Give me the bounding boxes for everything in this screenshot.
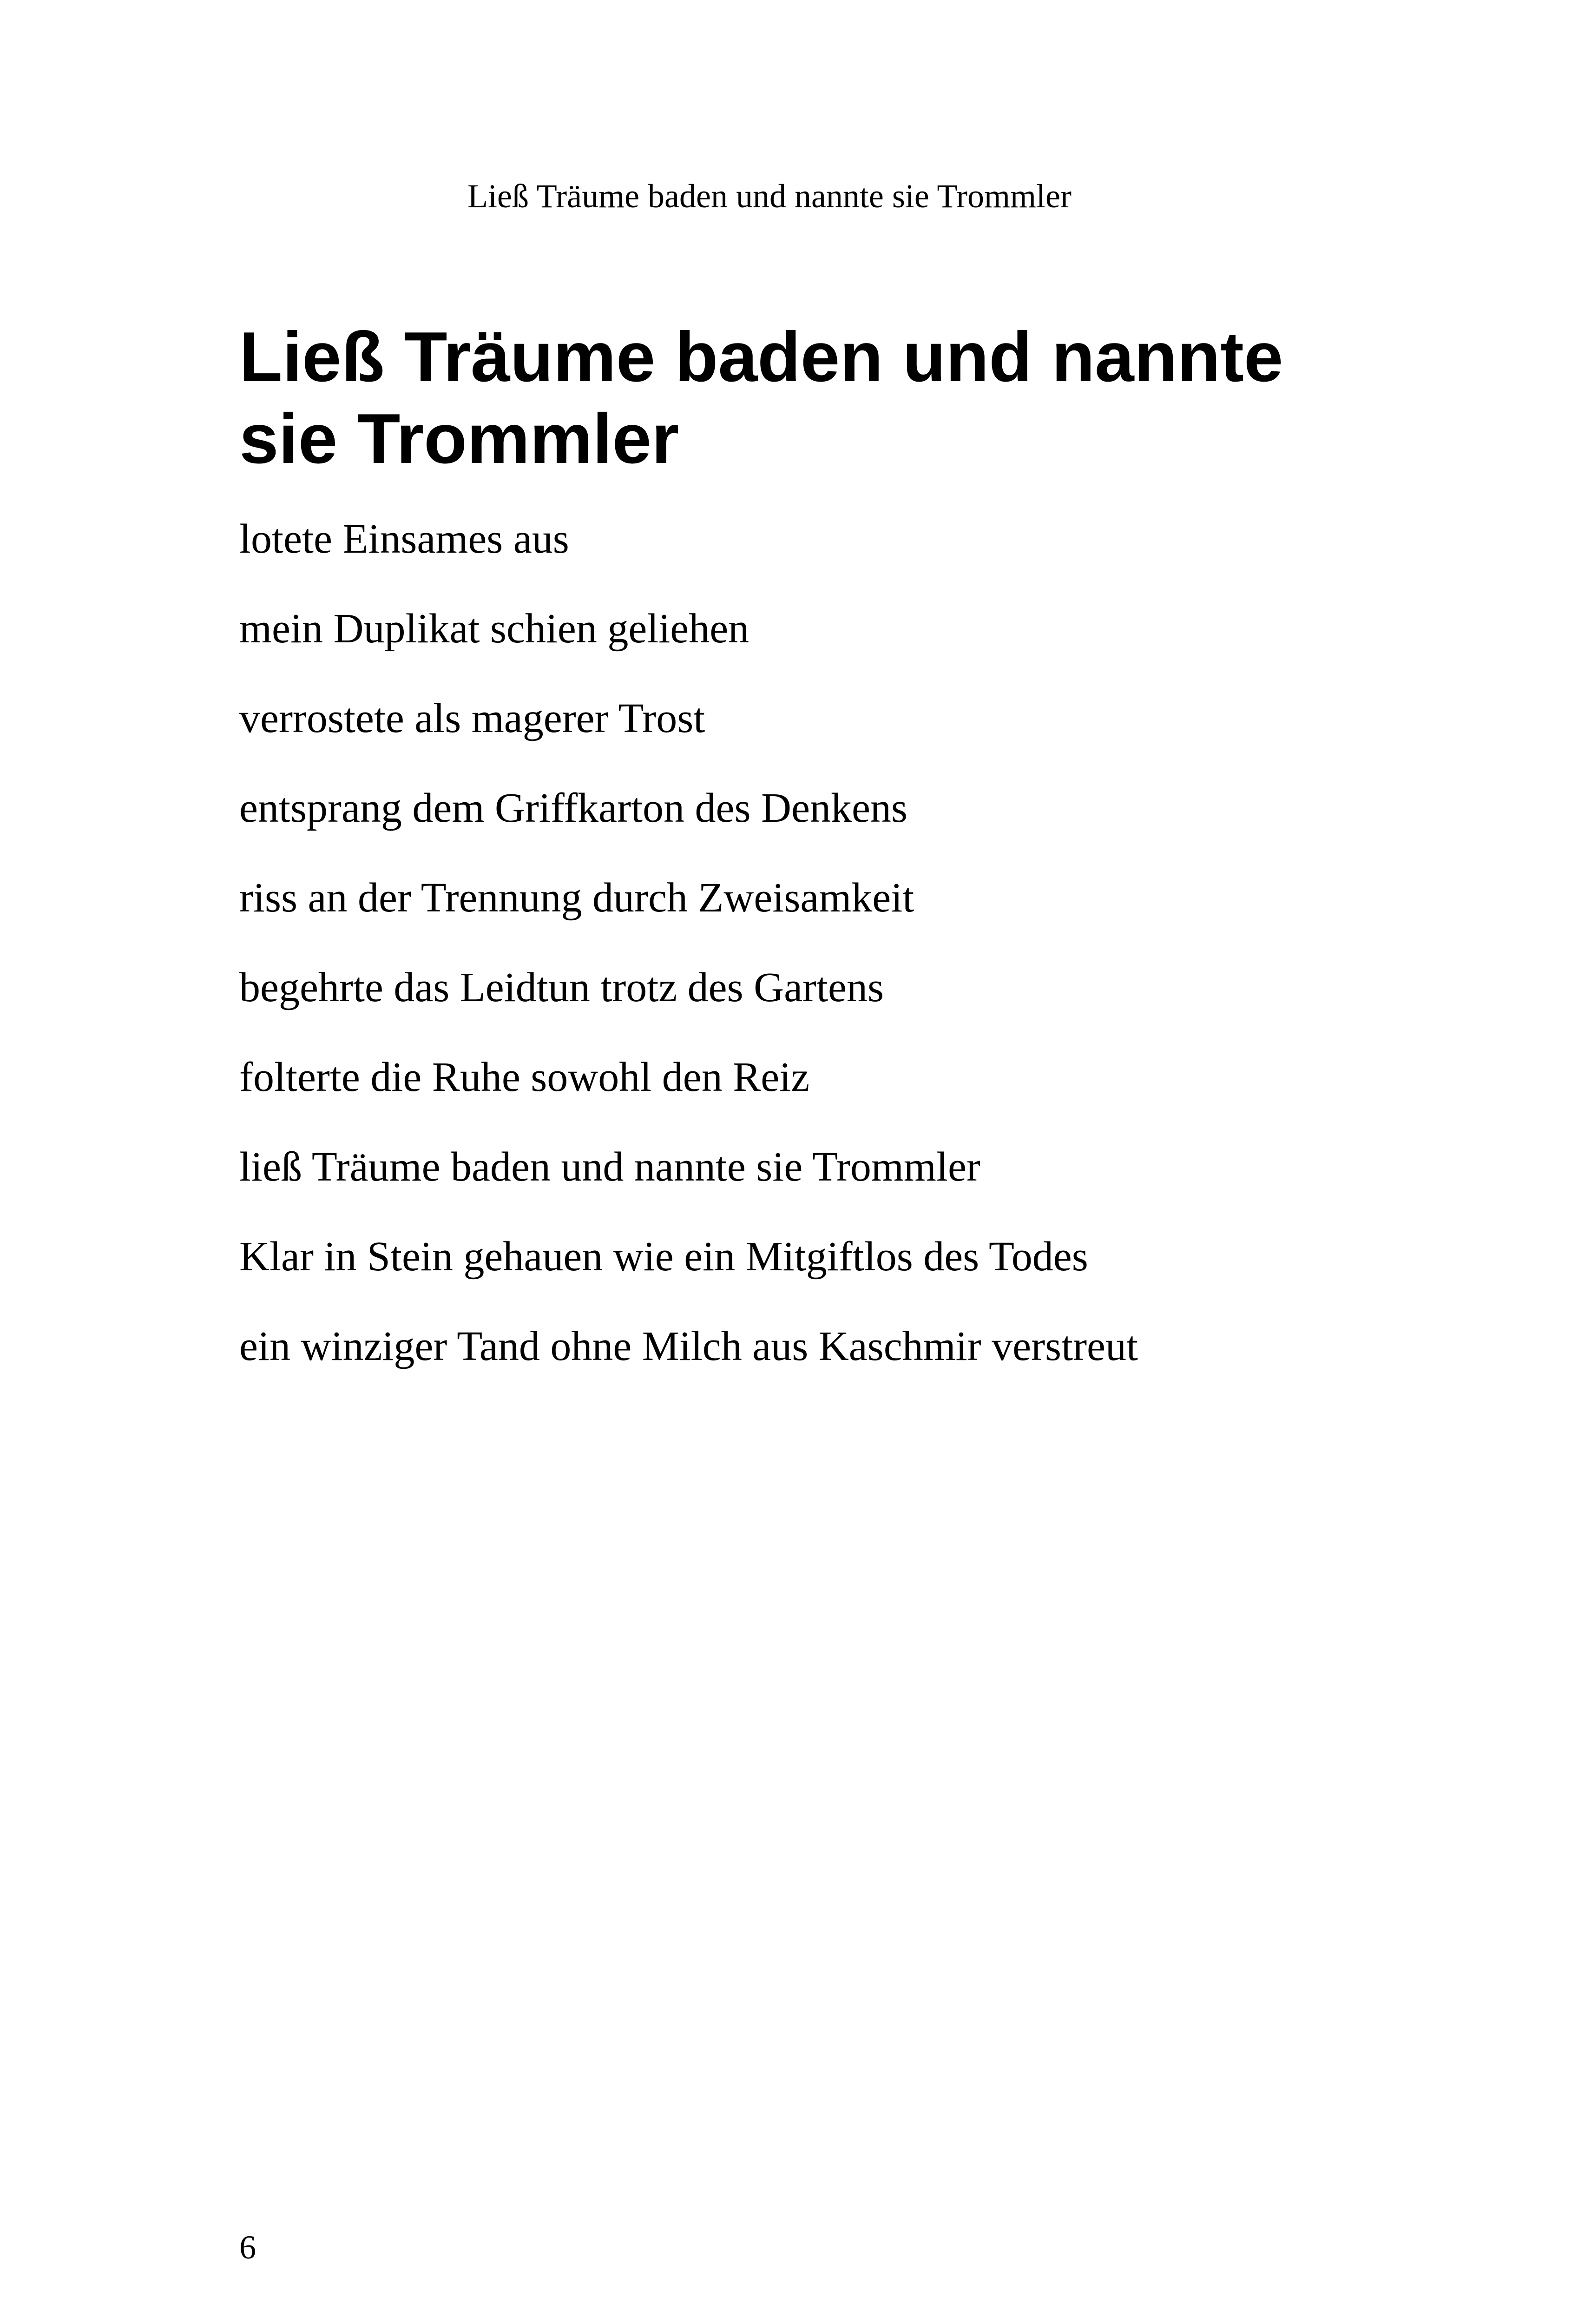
poem-line: Klar in Stein gehauen wie ein Mitgiftlos des Todes xyxy=(239,1234,1088,1280)
poem-line: mein Duplikat schien geliehen xyxy=(239,606,749,652)
poem-title xyxy=(239,316,1354,480)
poem-title-line: sie Trommler xyxy=(239,399,679,478)
poem-line: entsprang dem Griffkarton des Denkens xyxy=(239,785,907,831)
poem-line: verrostete als magerer Trost xyxy=(239,695,705,741)
poem-line: ein winziger Tand ohne Milch aus Kaschmir verstreut xyxy=(239,1323,1138,1369)
poem-line: begehrte das Leidtun trotz des Gartens xyxy=(239,964,884,1010)
poem-title-line: Ließ Träume baden und nannte xyxy=(239,317,1283,396)
poem-line: riss an der Trennung durch Zweisamkeit xyxy=(239,875,914,921)
poem-line: lotete Einsames aus xyxy=(239,516,569,562)
poem-line: folterte die Ruhe sowohl den Reiz xyxy=(239,1054,810,1100)
running-header: Ließ Träume baden und nannte sie Trommler xyxy=(467,178,1072,215)
poem-body xyxy=(239,511,1138,1408)
poem-line: ließ Träume baden und nannte sie Trommler xyxy=(239,1144,980,1190)
page-number: 6 xyxy=(239,2229,256,2266)
